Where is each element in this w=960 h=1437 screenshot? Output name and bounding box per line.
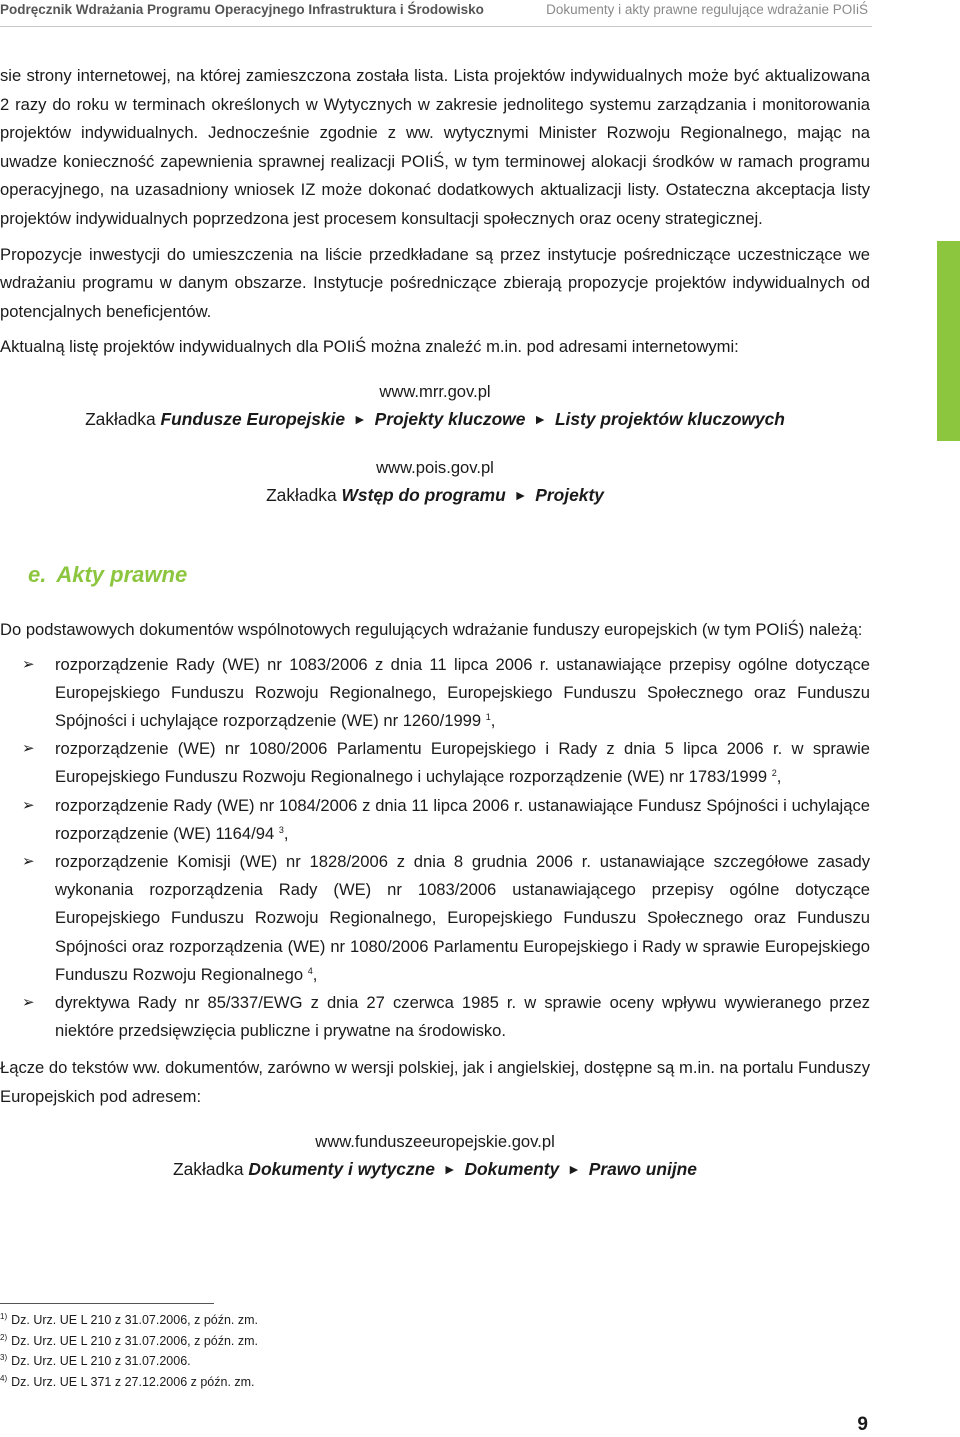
breadcrumb-item: Listy projektów kluczowych (554, 408, 785, 429)
arrowhead-bullet-icon: ➢ (22, 796, 35, 814)
triangle-right-icon: ► (513, 486, 528, 503)
footnote: $^{4)}$ Dz. Urz. UE L 371 z 27.12.2006 z późn. zm. (0, 1374, 255, 1390)
paragraph-current-list: Aktualną listę projektów indywidualnych dla POIiŚ można znaleźć m.in. pod adresami internetowymi: (0, 337, 739, 357)
header-divider (0, 26, 872, 27)
footnote-mark: 1) (0, 1312, 8, 1321)
breadcrumb-prefix: Zakładka (85, 408, 156, 429)
legal-acts-list (0, 651, 870, 1046)
breadcrumb-mrr (0, 407, 870, 432)
triangle-right-icon: ► (567, 1160, 581, 1177)
footnote-ref: 4 (307, 965, 313, 976)
breadcrumb-item: Dokumenty (464, 1158, 560, 1179)
url-funduszeeuropejskie: www.funduszeeuropejskie.gov.pl (315, 1131, 555, 1151)
footnote-mark: 2) (0, 1332, 8, 1342)
footnotes (0, 1310, 258, 1393)
section-heading-legal-acts (28, 562, 870, 588)
footnote-mark: 4) (0, 1374, 8, 1384)
chapter-tab-marker (937, 241, 960, 441)
breadcrumb-prefix: Zakładka (266, 484, 337, 505)
breadcrumb-item: Projekty kluczowe (374, 408, 526, 429)
footnote: $^{3)}$ Dz. Urz. UE L 210 z 31.07.2006. (0, 1353, 191, 1369)
breadcrumb-prefix: Zakładka (173, 1158, 244, 1179)
arrowhead-bullet-icon: ➢ (22, 852, 35, 870)
section-title: Akty prawne (56, 561, 188, 587)
footnote: $^{2)}$ Dz. Urz. UE L 210 z 31.07.2006, z późn. zm. (0, 1332, 258, 1348)
breadcrumb-item: Fundusze Europejskie (160, 408, 346, 429)
link-block-mrr (0, 380, 870, 432)
section-number: e. (28, 561, 47, 587)
header-title: Podręcznik Wdrażania Programu Operacyjnego Infrastruktura i Środowisko (0, 2, 484, 17)
footnote-ref: 3 (278, 824, 284, 835)
footnote-mark: 3) (0, 1353, 8, 1363)
paragraph-investment-proposals: Propozycje inwestycji do umieszczenia na liście przedkładane są przez instytucje pośredniczące uczestniczące we wdrażaniu programu w danym obszarze. Instytucje pośredniczące zbierają propozycje projektów indywidualnych od potencjalnych beneficjentów. (0, 244, 870, 321)
list-item: ➢ rozporządzenie Komisji (WE) nr 1828/2006 z dnia 8 grudnia 2006 r. ustanawiające szczegółowe zasady wykonania rozporządzenia Rady (WE) nr 1083/2006 ustanawiającego przepisy ogólne dotyczące Europejskiego Funduszu Rozwoju Regionalnego, Europejskiego Funduszu Społecznego oraz Funduszu Spójności oraz rozporządzenia (WE) nr 1080/2006 Parlamentu Europejskiego i Rady w sprawie Europejskiego Funduszu Rozwoju Regionalnego $^4$, (0, 848, 870, 989)
link-block-pois (0, 456, 870, 508)
url-mrr: www.mrr.gov.pl (379, 381, 491, 401)
triangle-right-icon: ► (533, 410, 548, 427)
arrowhead-bullet-icon: ➢ (22, 655, 35, 673)
list-item: ➢ rozporządzenie Rady (WE) nr 1083/2006 z dnia 11 lipca 2006 r. ustanawiające przepisy ogólne dotyczące Europejskiego Funduszu Rozwoju Regionalnego, Europejskiego Funduszu Społecznego oraz Funduszu Spójności i uchylające rozporządzenie (WE) nr 1260/1999 $^1$, (0, 651, 870, 736)
breadcrumb-item: Prawo unijne (588, 1158, 697, 1179)
breadcrumb-item: Dokumenty i wytyczne (248, 1158, 435, 1179)
breadcrumb-pois (0, 483, 870, 508)
list-item: ➢ dyrektywa Rady nr 85/337/EWG z dnia 27 czerwca 1985 r. w sprawie oceny wpływu wywieranego przez niektóre przedsięwzięcia publiczne i prywatne na środowisko. (0, 989, 870, 1045)
arrowhead-bullet-icon: ➢ (22, 993, 35, 1011)
url-pois: www.pois.gov.pl (376, 457, 494, 477)
breadcrumb-item: Projekty (535, 484, 604, 505)
arrowhead-bullet-icon: ➢ (22, 740, 35, 758)
footnote: $^{1)}$ Dz. Urz. UE L 210 z 31.07.2006, z późn. zm. (0, 1312, 258, 1327)
page-content (0, 62, 870, 1182)
list-item: ➢ rozporządzenie Rady (WE) nr 1084/2006 z dnia 11 lipca 2006 r. ustanawiające Fundusz Spójności i uchylające rozporządzenie (WE) 1164/94 $^3$, (0, 792, 870, 848)
link-block-funduszeeuropejskie (0, 1130, 870, 1182)
paragraph-project-list: sie strony internetowej, na której zamieszczona została lista. Lista projektów indywidualnych może być aktualizowana 2 razy do roku w terminach określonych w Wytycznych w zakresie jednolitego systemu zarządzania i monitorowania projektów indywidualnych. Jednocześnie zgodnie z ww. wytycznymi Minister Rozwoju Regionalnego, mając na uwadze konieczność zapewnienia sprawnej realizacji POIiŚ, w tym terminowej alokacji środków w ramach programu operacyjnego, na uzasadniony wniosek IZ może dokonać dodatkowych aktualizacji listy. Ostateczna akceptacja listy projektów indywidualnych poprzedzona jest procesem konsultacji społecznych oraz oceny strategicznej. (0, 66, 870, 228)
paragraph-basic-documents: Do podstawowych dokumentów wspólnotowych regulujących wdrażanie funduszy europejskich (w tym POIiŚ) należą: (0, 619, 863, 639)
triangle-right-icon: ► (352, 410, 367, 427)
triangle-right-icon: ► (442, 1160, 457, 1177)
breadcrumb-item: Wstęp do programu (341, 484, 506, 505)
footnote-ref: 2 (771, 768, 777, 779)
page-number: 9 (857, 1414, 868, 1435)
breadcrumb-funduszeeuropejskie (0, 1157, 870, 1182)
footnotes-divider (0, 1303, 214, 1304)
header-section: Dokumenty i akty prawne regulujące wdrażanie POIiŚ (546, 2, 868, 17)
list-item: ➢ rozporządzenie (WE) nr 1080/2006 Parlamentu Europejskiego i Rady z dnia 5 lipca 2006 r. w sprawie Europejskiego Funduszu Rozwoju Regionalnego i uchylające rozporządzenie (WE) nr 1783/1999 $^2$, (0, 735, 870, 791)
footnote-ref: 1 (485, 711, 491, 722)
paragraph-links-portal: Łącze do tekstów ww. dokumentów, zarówno w wersji polskiej, jak i angielskiej, dostępne są m.in. na portalu Funduszy Europejskich pod adresem: (0, 1058, 870, 1106)
